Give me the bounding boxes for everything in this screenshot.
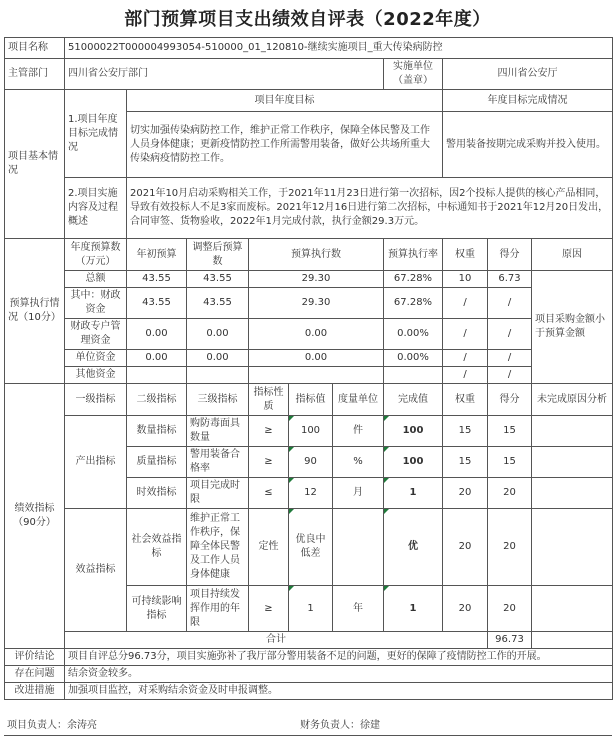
perf-nature: ≥ [249,416,289,447]
perf-l2: 时效指标 [127,478,187,509]
perf-unit [333,509,384,586]
perf-weight: 20 [443,478,488,509]
budget-rate: 0.00% [384,350,443,367]
perf-score: 20 [488,586,532,632]
goal-done-header: 年度目标完成情况 [443,90,613,112]
budget-col-initial: 年初预算 [127,239,187,271]
budget-executed: 29.30 [249,288,384,319]
budget-adjusted: 43.55 [187,271,249,288]
perf-done: 优 [384,509,443,586]
budget-score: / [488,288,532,319]
signature-row [4,717,612,736]
perf-l3: 警用装备合格率 [187,447,249,478]
budget-initial: 43.55 [127,288,187,319]
benefit-indicator-label: 效益指标 [65,509,127,632]
perf-reason [532,416,613,447]
perf-done: 1 [384,478,443,509]
perf-col-l1: 一级指标 [65,384,127,416]
budget-score: / [488,350,532,367]
perf-nature: 定性 [249,509,289,586]
perf-reason [532,586,613,632]
perf-l2: 数量指标 [127,416,187,447]
total-reason [532,632,613,649]
perf-value: 优良中低差 [289,509,333,586]
budget-rate: 67.28% [384,288,443,319]
goal-header: 项目年度目标 [127,90,443,112]
budget-col-weight: 权重 [443,239,488,271]
evaluation-table [4,37,613,700]
perf-weight: 15 [443,447,488,478]
budget-adjusted [187,367,249,384]
perf-score: 20 [488,478,532,509]
total-label: 合计 [65,632,488,649]
total-score: 96.73 [488,632,532,649]
finance-owner-label: 财务负责人： [300,720,360,731]
perf-done: 1 [384,586,443,632]
budget-weight: / [443,350,488,367]
perf-weight: 15 [443,416,488,447]
impl-process-label: 2.项目实施内容及过程概述 [65,178,127,239]
impl-process-text: 2021年10月启动采购相关工作，于2021年11月23日进行第一次招标，因2个投标人提供的核心产品相同，导致有效投标人不足3家而废标。2021年12月16日进行第二次招标，中标通知书于2021年12月20日发出，合同审签、货物验收，2022年1月完成付款，执行金额29.3万元。 [127,178,613,239]
perf-l3: 维护正常工作秩序，保障全体民警及工作人员身体健康 [187,509,249,586]
budget-score: / [488,367,532,384]
performance-label: 绩效指标（90分） [5,384,65,649]
dept-label: 主管部门 [5,59,65,90]
budget-col-annual: 年度预算数（万元） [65,239,127,271]
project-name-label: 项目名称 [5,38,65,59]
budget-row-label: 总额 [65,271,127,288]
perf-col-weight: 权重 [443,384,488,416]
perf-reason [532,478,613,509]
project-owner-label: 项目负责人： [7,720,67,731]
perf-nature: ≥ [249,586,289,632]
budget-executed [249,367,384,384]
perf-col-score: 得分 [488,384,532,416]
budget-score: 6.73 [488,271,532,288]
perf-done: 100 [384,416,443,447]
budget-initial [127,367,187,384]
budget-reason: 项目采购金额小于预算金额 [532,271,613,384]
perf-col-done: 完成值 [384,384,443,416]
perf-l2: 可持续影响指标 [127,586,187,632]
budget-rate [384,367,443,384]
perf-col-nature: 指标性质 [249,384,289,416]
budget-weight: / [443,367,488,384]
perf-col-unit: 度量单位 [333,384,384,416]
perf-unit: 件 [333,416,384,447]
output-indicator-label: 产出指标 [65,416,127,509]
improvement-label: 改进措施 [5,683,65,700]
budget-col-rate: 预算执行率 [384,239,443,271]
project-owner-name: 余涛亮 [67,720,97,731]
goal-done-text: 警用装备按期完成采购并投入使用。 [443,112,613,178]
finance-owner [297,717,612,735]
perf-score: 20 [488,509,532,586]
budget-col-score: 得分 [488,239,532,271]
budget-weight: 10 [443,271,488,288]
perf-nature: ≤ [249,478,289,509]
dept-value: 四川省公安厅部门 [65,59,384,90]
budget-initial: 43.55 [127,271,187,288]
perf-l3: 项目持续发挥作用的年限 [187,586,249,632]
perf-l2: 社会效益指标 [127,509,187,586]
budget-executed: 29.30 [249,271,384,288]
perf-nature: ≥ [249,447,289,478]
budget-rate: 0.00% [384,319,443,350]
goal-text: 切实加强传染病防控工作，维护正常工作秩序，保障全体民警及工作人员身体健康；更新疫情防控工作所需警用装备，做好公共场所重大传染病疫情防控工作。 [127,112,443,178]
budget-row-label: 单位资金 [65,350,127,367]
budget-initial: 0.00 [127,350,187,367]
basic-info-label: 项目基本情况 [5,90,65,239]
budget-initial: 0.00 [127,319,187,350]
budget-col-adjusted: 调整后预算数 [187,239,249,271]
perf-unit: 月 [333,478,384,509]
budget-adjusted: 0.00 [187,319,249,350]
perf-done: 100 [384,447,443,478]
perf-score: 15 [488,447,532,478]
budget-executed: 0.00 [249,319,384,350]
budget-rate: 67.28% [384,271,443,288]
issues-label: 存在问题 [5,666,65,683]
page-title: 部门预算项目支出绩效自评表（2022年度） [124,9,491,30]
budget-label: 预算执行情况（10分） [5,239,65,384]
budget-col-executed: 预算执行数 [249,239,384,271]
budget-row-label: 财政专户管理资金 [65,319,127,350]
perf-reason [532,447,613,478]
project-owner [4,717,297,735]
project-name: 51000022T000004993054-510000_01_120810-继续实施项目_重大传染病防控 [65,38,613,59]
budget-weight: / [443,288,488,319]
perf-weight: 20 [443,586,488,632]
perf-reason [532,509,613,586]
budget-col-reason: 原因 [532,239,613,271]
perf-col-l2: 二级指标 [127,384,187,416]
perf-value: 1 [289,586,333,632]
eval-conclusion-text: 项目自评总分96.73分，项目实施弥补了我厅部分警用装备不足的问题，更好的保障了疫情防控工作的开展。 [65,649,613,666]
budget-adjusted: 0.00 [187,350,249,367]
perf-l2: 质量指标 [127,447,187,478]
goal-label: 1.项目年度目标完成情况 [65,90,127,178]
perf-unit: 年 [333,586,384,632]
budget-score: / [488,319,532,350]
perf-unit: % [333,447,384,478]
issues-text: 结余资金较多。 [65,666,613,683]
budget-adjusted: 43.55 [187,288,249,319]
budget-row-label: 其他资金 [65,367,127,384]
perf-score: 15 [488,416,532,447]
finance-owner-name: 徐建 [360,720,380,731]
perf-value: 12 [289,478,333,509]
budget-executed: 0.00 [249,350,384,367]
improvement-text: 加强项目监控，对采购结余资金及时申报调整。 [65,683,613,700]
budget-weight: / [443,319,488,350]
perf-col-reason: 未完成原因分析 [532,384,613,416]
perf-l3: 项目完成时限 [187,478,249,509]
perf-l3: 购防毒面具数量 [187,416,249,447]
perf-col-l3: 三级指标 [187,384,249,416]
budget-row-label: 其中：财政资金 [65,288,127,319]
impl-unit-label: 实施单位（盖章） [384,59,443,90]
perf-value: 100 [289,416,333,447]
perf-value: 90 [289,447,333,478]
eval-conclusion-label: 评价结论 [5,649,65,666]
impl-unit-value: 四川省公安厅 [443,59,613,90]
perf-weight: 20 [443,509,488,586]
perf-col-value: 指标值 [289,384,333,416]
